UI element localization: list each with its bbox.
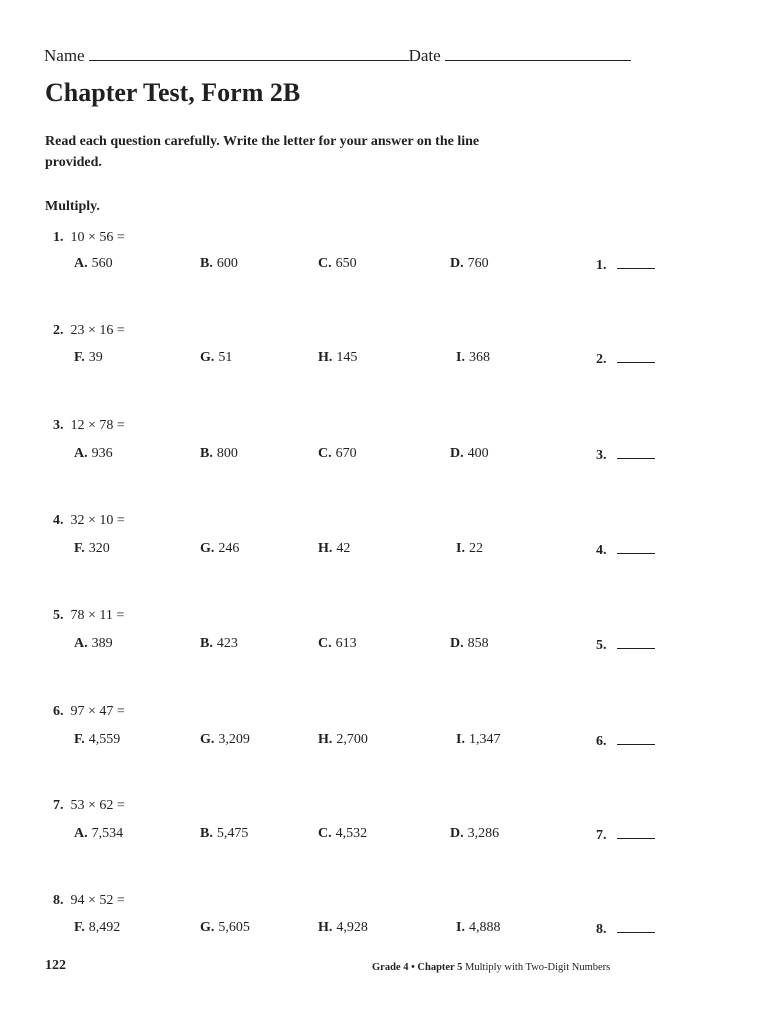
option-letter: H. [318,732,333,747]
question-text: 12 × 78 = [70,418,125,433]
option-letter: D. [450,256,464,271]
answer-label: 7. [596,828,607,843]
option-value: 8,492 [88,920,121,935]
footer-grade: Grade 4 [372,962,409,973]
option-letter: C. [318,636,332,651]
answer-option[interactable] [318,350,357,366]
answer-option[interactable] [200,826,248,842]
page-title: Chapter Test, Form 2B [45,78,301,107]
option-value: 246 [218,541,240,556]
answer-blank [596,826,655,844]
question-text: 97 × 47 = [70,704,125,719]
option-value: 2,700 [336,732,368,747]
answer-line[interactable] [617,732,655,745]
option-letter: A. [74,256,88,271]
answer-option[interactable] [318,826,367,842]
answer-label: 8. [596,922,607,937]
option-value: 670 [335,446,357,461]
answer-option[interactable] [74,350,103,366]
option-letter: G. [200,350,215,365]
question-number: 3. [53,418,64,433]
answer-blank [596,636,655,654]
answer-option[interactable] [318,256,357,272]
answer-line[interactable] [617,446,655,459]
answer-option[interactable] [200,541,239,557]
answer-option[interactable] [318,920,368,936]
option-value: 7,534 [91,826,124,841]
name-field[interactable] [89,44,409,61]
option-value: 22 [468,541,483,556]
option-letter: F. [74,541,85,556]
option-value: 5,475 [216,826,249,841]
answer-option[interactable] [74,446,113,462]
question-prompt [53,323,125,339]
question-text: 10 × 56 = [70,230,125,245]
option-value: 145 [336,350,358,365]
instructions: Read each question carefully. Write the letter for your answer on the line provided. [45,134,480,170]
question-prompt [53,704,125,720]
option-letter: H. [318,350,333,365]
option-letter: B. [200,826,213,841]
answer-option[interactable] [200,446,238,462]
answer-line[interactable] [617,920,655,933]
question-text: 94 × 52 = [70,893,125,908]
answer-option[interactable] [456,350,490,366]
option-value: 800 [216,446,238,461]
page-number: 122 [45,958,66,973]
name-label: Name [44,46,85,65]
question-text: 32 × 10 = [70,513,125,528]
option-value: 320 [88,541,110,556]
option-letter: A. [74,826,88,841]
question-text: 23 × 16 = [70,323,125,338]
answer-label: 5. [596,638,607,653]
question-prompt [53,230,125,246]
question-prompt [53,893,125,909]
answer-blank [596,446,655,464]
question-number: 8. [53,893,64,908]
option-value: 368 [468,350,490,365]
answer-option[interactable] [74,256,113,272]
question-prompt [53,418,125,434]
option-value: 400 [467,446,489,461]
option-value: 4,888 [468,920,501,935]
option-letter: G. [200,732,215,747]
option-letter: F. [74,920,85,935]
option-letter: I. [456,541,465,556]
footer-chapter: Chapter 5 [417,962,463,973]
answer-option[interactable] [200,920,250,936]
question-number: 4. [53,513,64,528]
section-heading: Multiply. [45,199,100,214]
option-value: 858 [467,636,489,651]
answer-option[interactable] [318,636,357,652]
option-value: 423 [216,636,238,651]
option-letter: F. [74,732,85,747]
option-letter: I. [456,920,465,935]
option-value: 936 [91,446,113,461]
answer-option[interactable] [74,826,123,842]
answer-option[interactable] [450,446,489,462]
answer-line[interactable] [617,826,655,839]
option-letter: I. [456,350,465,365]
option-value: 600 [216,256,238,271]
answer-line[interactable] [617,256,655,269]
answer-label: 2. [596,352,607,367]
option-value: 5,605 [218,920,250,935]
answer-option[interactable] [318,732,368,748]
option-value: 560 [91,256,113,271]
option-value: 613 [335,636,357,651]
option-value: 4,559 [88,732,121,747]
answer-blank [596,920,655,938]
date-label: Date [408,46,441,65]
option-value: 4,532 [335,826,368,841]
answer-option[interactable] [74,541,110,557]
option-letter: B. [200,636,213,651]
option-letter: C. [318,446,332,461]
option-letter: B. [200,256,213,271]
answer-option[interactable] [74,920,120,936]
option-value: 4,928 [336,920,368,935]
option-value: 3,286 [467,826,500,841]
answer-option[interactable] [318,541,350,557]
question-number: 2. [53,323,64,338]
answer-option[interactable] [74,732,120,748]
question-number: 5. [53,608,64,623]
footer-caption [372,962,610,973]
option-letter: H. [318,541,333,556]
question-text: 53 × 62 = [70,798,125,813]
option-letter: A. [74,636,88,651]
option-letter: D. [450,826,464,841]
answer-option[interactable] [450,636,489,652]
question-text: 78 × 11 = [70,608,125,623]
answer-blank [596,732,655,750]
answer-option[interactable] [318,446,357,462]
option-letter: D. [450,636,464,651]
question-prompt [53,798,125,814]
answer-option[interactable] [74,636,113,652]
answer-blank [596,350,655,368]
option-letter: I. [456,732,465,747]
answer-line[interactable] [617,636,655,649]
option-value: 39 [88,350,103,365]
question-prompt [53,513,125,529]
answer-label: 3. [596,448,607,463]
header-row [44,44,631,66]
option-letter: H. [318,920,333,935]
option-letter: G. [200,541,215,556]
answer-label: 4. [596,543,607,558]
option-letter: C. [318,256,332,271]
answer-line[interactable] [617,541,655,554]
option-letter: F. [74,350,85,365]
option-value: 42 [336,541,351,556]
footer-chapter-title: Multiply with Two-Digit Numbers [462,962,611,973]
answer-label: 1. [596,258,607,273]
answer-blank [596,256,655,274]
answer-option[interactable] [200,350,232,366]
question-number: 7. [53,798,64,813]
answer-option[interactable] [456,920,500,936]
date-field[interactable] [445,44,631,61]
answer-option[interactable] [450,826,499,842]
question-number: 1. [53,230,64,245]
option-letter: D. [450,446,464,461]
question-number: 6. [53,704,64,719]
answer-option[interactable] [456,541,483,557]
answer-option[interactable] [456,732,500,748]
answer-option[interactable] [200,732,250,748]
option-value: 51 [218,350,233,365]
answer-option[interactable] [200,636,238,652]
option-value: 1,347 [468,732,501,747]
option-value: 3,209 [218,732,250,747]
answer-line[interactable] [617,350,655,363]
option-letter: C. [318,826,332,841]
option-value: 650 [335,256,357,271]
answer-option[interactable] [200,256,238,272]
question-prompt [53,608,124,624]
footer-separator: • [408,962,418,973]
option-letter: A. [74,446,88,461]
option-value: 760 [467,256,489,271]
option-letter: B. [200,446,213,461]
answer-label: 6. [596,734,607,749]
answer-option[interactable] [450,256,489,272]
option-letter: G. [200,920,215,935]
answer-blank [596,541,655,559]
option-value: 389 [91,636,113,651]
